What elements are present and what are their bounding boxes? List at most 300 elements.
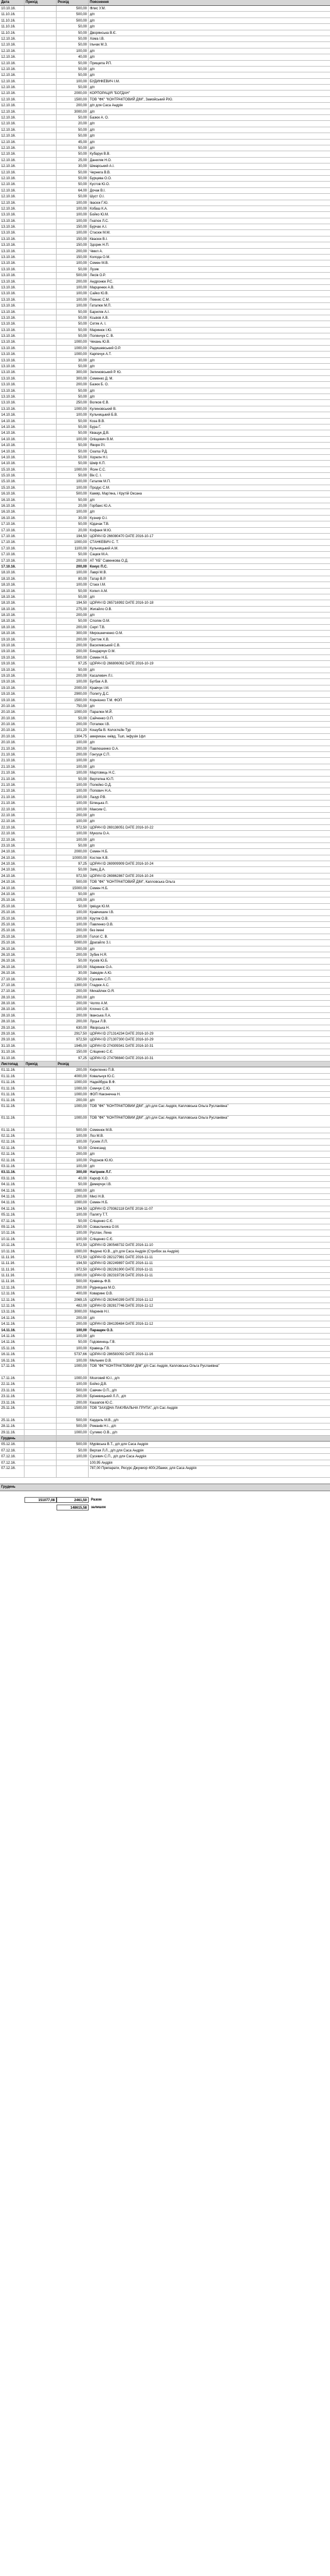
cell-expense: 1000,00	[57, 1116, 89, 1127]
cell-date: 19.10.16.	[0, 667, 24, 673]
cell-income	[24, 637, 57, 642]
table-row	[0, 1001, 330, 1007]
table-row	[0, 740, 330, 746]
cell-note: Бугбак А.В.	[90, 680, 108, 684]
cell-date: 19.10.16.	[0, 685, 24, 691]
cell-expense: 50,00	[57, 552, 89, 557]
table-row	[0, 473, 330, 479]
cell-expense: 200,00	[57, 103, 89, 108]
cell-note: Гнатюк Л.С.	[90, 219, 109, 223]
table-row	[0, 176, 330, 182]
cell-note: СТАНКЕВИЧ С. Т.	[90, 541, 119, 545]
cell-note: Зубик Н.Я.	[90, 953, 107, 957]
cell-note: Колода О.М.	[90, 256, 110, 260]
header-row	[0, 0, 330, 6]
cell-income	[24, 552, 57, 557]
cell-date: 16.10.16.	[0, 516, 24, 521]
cell-date: 12.10.16.	[0, 36, 24, 41]
cell-note: Горбанс Ю.А.	[90, 504, 112, 509]
cell-income	[24, 1279, 57, 1284]
cell-note: Лузяк	[90, 267, 99, 271]
cell-date: 11.11.16.	[0, 1279, 24, 1284]
cell-note: д/п	[90, 765, 95, 769]
table-row	[0, 800, 330, 806]
table-row	[0, 1400, 330, 1406]
cell-income	[24, 521, 57, 527]
cell-expense: 25,00	[57, 158, 89, 163]
cell-note: д/п	[90, 595, 95, 599]
cell-expense: 100,00	[57, 206, 89, 211]
cell-expense: 194,50	[57, 600, 89, 605]
cell-expense: 50,00	[57, 364, 89, 369]
table-row	[0, 922, 330, 928]
cell-expense: 50,00	[57, 1219, 89, 1224]
cell-note: Семен Н.Б.	[90, 1201, 108, 1205]
cell-income	[24, 727, 57, 733]
cell-income	[24, 1328, 57, 1333]
cell-income	[24, 182, 57, 187]
cell-expense: 100,00	[57, 1158, 89, 1163]
table-row	[0, 552, 330, 558]
cell-note: Бойко Ю.М.	[90, 213, 109, 217]
cell-date: 15.10.16.	[0, 485, 24, 490]
cell-expense: 500,00	[57, 1127, 89, 1133]
cell-expense: 100,00	[57, 922, 89, 927]
table-row	[0, 109, 330, 115]
cell-income	[24, 1219, 57, 1224]
cell-note: Прищепа Р.П.	[90, 61, 112, 65]
cell-income	[24, 1230, 57, 1235]
cell-income	[24, 958, 57, 963]
cell-note: д/п	[90, 67, 95, 71]
cell-expense: 50,00	[57, 36, 89, 41]
cell-note: Сусевич С.П., д/п для Саса Андрія	[90, 1455, 146, 1459]
table-row	[0, 200, 330, 206]
cell-income	[24, 716, 57, 721]
cell-expense: 300,00	[57, 631, 89, 636]
cell-note: д/п	[90, 741, 95, 745]
cell-note: Лаврі М.В.	[90, 571, 107, 575]
table-row	[0, 158, 330, 163]
cell-income	[24, 54, 57, 60]
cell-expense: 50,00	[57, 419, 89, 424]
cell-income	[24, 24, 57, 29]
cell-expense: 2069,15	[57, 1297, 89, 1303]
table-row	[0, 455, 330, 461]
cell-income	[24, 698, 57, 703]
cell-income	[24, 491, 57, 496]
cell-date: 13.10.16.	[0, 212, 24, 217]
cell-date: 19.10.16.	[0, 661, 24, 666]
cell-date: 03.11.16.	[0, 1164, 24, 1169]
table-row	[0, 1406, 330, 1418]
cell-note: Гладюк А.С.	[90, 983, 110, 987]
cell-income	[24, 1334, 57, 1339]
cell-income	[24, 6, 57, 11]
table-row	[0, 958, 330, 964]
cell-note: д/п	[90, 395, 95, 399]
cell-date: 20.10.16.	[0, 704, 24, 709]
cell-expense: 100,00	[57, 807, 89, 812]
cell-note: ЦОРАЧ ID 265716992 DATE 2016-10-18	[90, 601, 154, 605]
table-row	[0, 1127, 330, 1133]
cell-date: 23.10.16.	[0, 843, 24, 848]
cell-income	[24, 479, 57, 484]
table-row	[0, 206, 330, 212]
cell-expense: 1000,00	[57, 539, 89, 545]
cell-note: Федино Ю.В., д/п для Саса Андрія (Стрибок за Андрія)	[90, 1249, 180, 1254]
cell-expense: 200,00	[57, 752, 89, 757]
totals-block	[0, 1497, 330, 1512]
table-row	[0, 709, 330, 715]
cell-note: ЦОРАЧ ID 269138051 DATE 2016-10-22	[90, 826, 154, 830]
cell-date: 20.10.16.	[0, 716, 24, 721]
cell-expense: 10000,00	[57, 855, 89, 861]
cell-date: 11.11.16.	[0, 1267, 24, 1272]
cell-date: 14.10.16.	[0, 437, 24, 442]
table-row	[0, 1219, 330, 1224]
cell-expense: 50,00	[57, 589, 89, 594]
cell-note: Вік С. І.	[90, 474, 102, 478]
cell-note: Грегтик Х.В.	[90, 638, 110, 642]
table-row	[0, 1315, 330, 1321]
cell-expense: 30,00	[57, 163, 89, 169]
cell-expense: 200,00	[57, 746, 89, 751]
table-row	[0, 72, 330, 78]
cell-note: Годовинець Г.В.	[90, 1341, 116, 1345]
cell-date: 21.10.16.	[0, 795, 24, 800]
cell-income	[24, 1164, 57, 1169]
header-income: Прихід	[24, 0, 57, 5]
cell-expense: 1000,00	[57, 1249, 89, 1254]
cell-note: Копил А.М.	[90, 589, 108, 593]
table-row	[0, 1309, 330, 1315]
cell-income	[24, 673, 57, 678]
cell-date: 24.10.16.	[0, 879, 24, 885]
cell-income	[24, 995, 57, 1000]
cell-date: 17.11.16.	[0, 1364, 24, 1375]
cell-note: Сацюк М.А.	[90, 553, 109, 557]
table-row	[0, 182, 330, 187]
cell-income	[24, 867, 57, 872]
cell-expense: 100,00	[57, 837, 89, 843]
table-row	[0, 1237, 330, 1242]
cell-note: Кобаш К.А.	[90, 207, 108, 211]
cell-income	[24, 1212, 57, 1217]
table-row	[0, 1328, 330, 1334]
cell-note: Андронюк Р.С.	[90, 280, 114, 284]
cell-income	[24, 1237, 57, 1242]
cell-income	[24, 625, 57, 630]
cell-note: Мельник О.В.	[90, 1359, 112, 1363]
cell-income	[24, 1104, 57, 1115]
cell-income	[24, 1206, 57, 1212]
cell-expense: 50,00	[57, 777, 89, 782]
table-row	[0, 133, 330, 139]
cell-expense: 100,00	[57, 1237, 89, 1242]
cell-date: 01.11.16.	[0, 1104, 24, 1115]
cell-income	[24, 589, 57, 594]
cell-date: 13.10.16.	[0, 273, 24, 278]
cell-income	[24, 1188, 57, 1193]
cell-note: Сергі Т.В.	[90, 625, 106, 629]
cell-income	[24, 1400, 57, 1405]
cell-income	[24, 1364, 57, 1375]
cell-date: 02.11.16.	[0, 1133, 24, 1139]
cell-income	[24, 12, 57, 17]
cell-income	[24, 618, 57, 624]
cell-expense: 200,00	[57, 625, 89, 630]
cell-income	[24, 1074, 57, 1079]
cell-note: Семен Н.Б.	[90, 850, 108, 854]
cell-income	[24, 819, 57, 824]
cell-income	[24, 1176, 57, 1181]
table-row	[0, 977, 330, 983]
cell-income	[24, 1346, 57, 1351]
table-row	[0, 1466, 330, 1478]
cell-note: Коваринк О.В.	[90, 1292, 113, 1296]
cell-note: д/п	[90, 1153, 95, 1157]
cell-date: 07.12.16.	[0, 1448, 24, 1453]
cell-note: д/п	[90, 498, 95, 502]
table-row	[0, 910, 330, 915]
cell-expense: 100,00	[57, 831, 89, 836]
cell-date: 07.12.16.	[0, 1460, 24, 1465]
table-row	[0, 1146, 330, 1151]
cell-note: Ільчак М.З.	[90, 43, 108, 47]
cell-date: 11.10.16.	[0, 24, 24, 29]
cell-note: Демерчук І.В.	[90, 1183, 112, 1187]
cell-income	[24, 90, 57, 96]
cell-income	[24, 539, 57, 545]
cell-expense: 100,00	[57, 79, 89, 84]
cell-note: д/п	[90, 1165, 95, 1169]
cell-date: 21.10.16.	[0, 752, 24, 757]
cell-note: Семчук С.Ю.	[90, 1087, 111, 1091]
cell-note: Продус С.М.	[90, 486, 110, 490]
table-row	[0, 382, 330, 388]
cell-income	[24, 916, 57, 921]
cell-date: 12.10.16.	[0, 72, 24, 78]
table-row	[0, 1013, 330, 1019]
cell-date: 13.11.16.	[0, 1309, 24, 1314]
cell-note: д/п	[90, 813, 95, 817]
cell-date: 22.10.16.	[0, 813, 24, 818]
cell-expense: 100,00	[57, 1133, 89, 1139]
cell-note: Бойко Д.В.	[90, 1383, 107, 1387]
cell-income	[24, 79, 57, 84]
table-row	[0, 1303, 330, 1309]
cell-expense: 100,00	[57, 819, 89, 824]
cell-date: 13.10.16.	[0, 218, 24, 224]
cell-note: Базюк А. О.	[90, 116, 109, 120]
cell-note: ФОП Наконечна Н.	[90, 1092, 121, 1096]
table-row	[0, 867, 330, 873]
cell-expense: 150,00	[57, 1049, 89, 1054]
table-row	[0, 1164, 330, 1169]
cell-income	[24, 934, 57, 939]
cell-date: 25.10.16.	[0, 940, 24, 945]
table-row	[0, 570, 330, 576]
cell-note: Гаталюк М.П.	[90, 304, 112, 308]
cell-expense: 200,00	[57, 1098, 89, 1103]
cell-expense: 1300,00	[57, 983, 89, 988]
cell-income	[24, 497, 57, 503]
table-row	[0, 151, 330, 157]
cell-income	[24, 655, 57, 660]
cell-expense: 2000,00	[57, 90, 89, 96]
cell-date: 12.11.16.	[0, 1285, 24, 1290]
cell-date: 01.11.16.	[0, 1092, 24, 1097]
cell-note: д/п	[90, 110, 95, 114]
cell-income	[24, 370, 57, 375]
cell-note: Кашапов Ю.С.	[90, 1401, 114, 1405]
cell-income	[24, 1406, 57, 1417]
cell-expense: 50,00	[57, 892, 89, 897]
cell-income	[24, 1200, 57, 1205]
cell-note: д/п	[90, 1334, 95, 1338]
table-row	[0, 1285, 330, 1291]
cell-income	[24, 1092, 57, 1097]
cell-note: без імені	[90, 929, 104, 933]
cell-expense: 50,00	[57, 1182, 89, 1187]
cell-date: 22.10.16.	[0, 831, 24, 836]
cell-note: Романів Н.І., д/п	[90, 1425, 117, 1429]
cell-expense: 20,00	[57, 121, 89, 126]
table-row	[0, 79, 330, 85]
cell-date: 12.10.16.	[0, 61, 24, 66]
cell-date: 21.10.16.	[0, 758, 24, 763]
table-row	[0, 328, 330, 333]
cell-note: д/п	[90, 510, 95, 514]
cell-date: 14.11.16.	[0, 1334, 24, 1339]
table-row	[0, 1007, 330, 1012]
cell-date: 13.10.16.	[0, 309, 24, 315]
cell-note: д/п	[90, 122, 95, 126]
table-row	[0, 825, 330, 831]
table-row	[0, 1025, 330, 1031]
cell-date: 09.11.16.	[0, 1224, 24, 1230]
cell-income	[24, 1019, 57, 1024]
cell-note: Семен Н.Б.	[90, 656, 108, 660]
table-row	[0, 861, 330, 867]
cell-income	[24, 861, 57, 866]
cell-income	[24, 424, 57, 430]
cell-expense: 1000,00	[57, 1200, 89, 1205]
cell-note: Яворя Р.І.	[90, 444, 106, 448]
table-row	[0, 534, 330, 539]
cell-date: 01.11.16.	[0, 1127, 24, 1133]
cell-note: ЦОРАЧ ID 282261900 DATE 2016-11-11	[90, 1268, 153, 1272]
cell-income	[24, 151, 57, 156]
cell-expense: 200,00	[57, 1321, 89, 1327]
cell-date: 07.12.16.	[0, 1466, 24, 1477]
cell-expense: 100,00	[57, 485, 89, 490]
cell-date: 12.10.16.	[0, 170, 24, 175]
cell-expense: 100,00	[57, 934, 89, 939]
table-row	[0, 346, 330, 351]
cell-date: 13.10.16.	[0, 321, 24, 326]
cell-income	[24, 1242, 57, 1248]
cell-income	[24, 777, 57, 782]
cell-date: 14.10.16.	[0, 419, 24, 424]
cell-date: 04.11.16.	[0, 1206, 24, 1212]
cell-expense: 50,00	[57, 24, 89, 29]
cell-note: ЦОРАЧ ID 274309341 DATE 2016-10-31	[90, 1044, 154, 1048]
table-row	[0, 843, 330, 849]
cell-note: Ксьвов А.В.	[90, 316, 109, 320]
cell-income	[24, 643, 57, 648]
cell-date: 12.10.16.	[0, 163, 24, 169]
table-row	[0, 873, 330, 879]
cell-expense: 1304,75	[57, 734, 89, 739]
cell-note: ЦОРАЧ ID 282640289 DATE 2016-11-12	[90, 1298, 153, 1302]
table-row	[0, 855, 330, 861]
table-row	[0, 625, 330, 631]
cell-income	[24, 970, 57, 976]
section-november-header	[0, 1061, 330, 1067]
cell-note: Флис У.М.	[90, 7, 106, 11]
cell-income	[24, 255, 57, 260]
cell-income	[24, 400, 57, 405]
cell-date: 27.10.16.	[0, 983, 24, 988]
table-row	[0, 24, 330, 30]
cell-expense: 100,00	[57, 1007, 89, 1012]
cell-income	[24, 1381, 57, 1387]
table-row	[0, 42, 330, 48]
cell-note: Сліщенко С.Є.	[90, 1237, 114, 1241]
cell-date: 14.11.16.	[0, 1328, 24, 1333]
cell-income	[24, 1376, 57, 1381]
december-rows	[0, 1442, 330, 1478]
cell-date: 13.10.16.	[0, 346, 24, 351]
cell-date: 26.10.16.	[0, 946, 24, 952]
cell-note: Сліщенко С.Є.	[90, 1050, 114, 1054]
table-row	[0, 1176, 330, 1182]
table-row	[0, 236, 330, 242]
cell-expense: 200,00	[57, 643, 89, 648]
cell-income	[24, 1194, 57, 1199]
cell-date: 13.10.16.	[0, 328, 24, 333]
cell-expense: 1500,00	[57, 698, 89, 703]
table-row	[0, 1249, 330, 1255]
cell-expense: 100,00	[57, 788, 89, 793]
cell-income	[24, 1151, 57, 1157]
cell-date: 25.10.16.	[0, 922, 24, 927]
cell-note: Кубарук В.В.	[90, 152, 111, 156]
cell-note: Надейбура В.Ф.	[90, 1081, 116, 1085]
cell-note: Бура Г.	[90, 425, 101, 429]
cell-income	[24, 788, 57, 793]
cell-income	[24, 103, 57, 108]
cell-income	[24, 109, 57, 114]
cell-note: Семен Н.Б.	[90, 886, 108, 890]
table-row	[0, 837, 330, 843]
table-row	[0, 612, 330, 618]
cell-date: 20.10.16.	[0, 709, 24, 715]
cell-note: Оліщевич В.М.	[90, 437, 114, 441]
cell-income	[24, 1133, 57, 1139]
cell-note: ТОВ "ФК" "КОНТРАКТОВИЙ ДІМ", Капловська Ольга	[90, 880, 175, 885]
cell-date: 28.10.16.	[0, 1019, 24, 1024]
cell-income	[24, 661, 57, 666]
cell-income	[24, 1049, 57, 1054]
cell-income	[24, 813, 57, 818]
table-row	[0, 303, 330, 309]
table-row	[0, 1169, 330, 1175]
cell-expense: 40,00	[57, 1176, 89, 1181]
table-row	[0, 18, 330, 24]
